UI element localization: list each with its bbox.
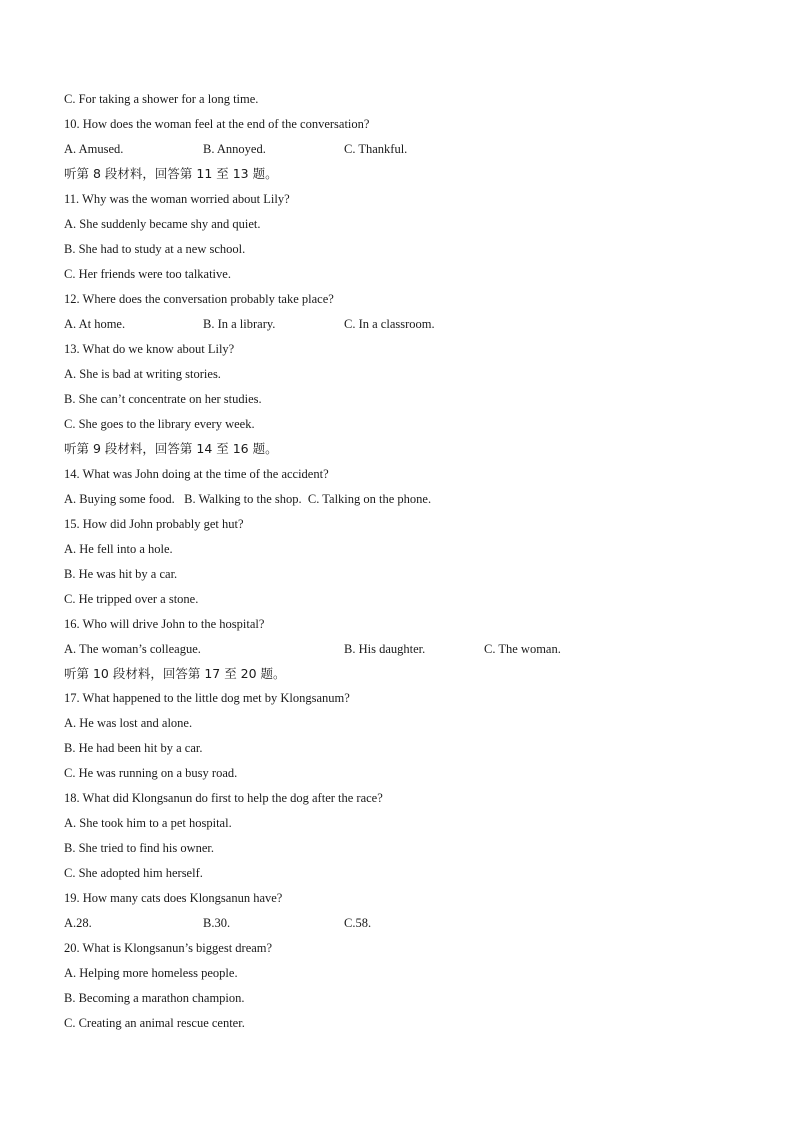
question-17: 17. What happened to the little dog met by Klongsanum? xyxy=(64,691,350,705)
question-12: 12. Where does the conversation probably take place? xyxy=(64,292,334,306)
q17-option-c: C. He was running on a busy road. xyxy=(64,766,238,780)
q17-option-b: B. He had been hit by a car. xyxy=(64,741,203,755)
q11-option-c: C. Her friends were too talkative. xyxy=(64,267,231,281)
q10-option-b: B. Annoyed. xyxy=(203,142,266,156)
q16-option-b: B. His daughter. xyxy=(344,642,426,656)
q11-option-a: A. She suddenly became shy and quiet. xyxy=(64,217,261,231)
q9-option-c: C. For taking a shower for a long time. xyxy=(64,92,259,106)
question-19: 19. How many cats does Klongsanun have? xyxy=(64,891,283,905)
q15-option-a: A. He fell into a hole. xyxy=(64,542,173,556)
q11-option-b: B. She had to study at a new school. xyxy=(64,242,246,256)
question-16: 16. Who will drive John to the hospital? xyxy=(64,617,265,631)
section-header-10: 听第 10 段材料，回答第 17 至 20 题。 xyxy=(64,666,286,681)
section-header-8: 听第 8 段材料，回答第 11 至 13 题。 xyxy=(64,166,278,181)
question-14: 14. What was John doing at the time of the accident? xyxy=(64,467,329,481)
q13-option-a: A. She is bad at writing stories. xyxy=(64,367,221,381)
q20-option-a: A. Helping more homeless people. xyxy=(64,966,238,980)
q13-option-b: B. She can’t concentrate on her studies. xyxy=(64,392,262,406)
q19-option-c: C.58. xyxy=(344,916,372,930)
q16-option-a: A. The woman’s colleague. xyxy=(64,642,201,656)
question-11: 11. Why was the woman worried about Lily? xyxy=(64,192,290,206)
q20-option-c: C. Creating an animal rescue center. xyxy=(64,1016,245,1030)
q19-option-b: B.30. xyxy=(203,916,231,930)
section-header-9: 听第 9 段材料，回答第 14 至 16 题。 xyxy=(64,441,278,456)
q19-option-a: A.28. xyxy=(64,916,92,930)
q18-option-c: C. She adopted him herself. xyxy=(64,866,203,880)
q13-option-c: C. She goes to the library every week. xyxy=(64,417,255,431)
q10-option-a: A. Amused. xyxy=(64,142,124,156)
q10-option-c: C. Thankful. xyxy=(344,142,408,156)
q18-option-b: B. She tried to find his owner. xyxy=(64,841,214,855)
q12-option-c: C. In a classroom. xyxy=(344,317,435,331)
q16-option-c: C. The woman. xyxy=(484,642,561,656)
q14-options: A. Buying some food. B. Walking to the shop. C. Talking on the phone. xyxy=(64,492,432,506)
q20-option-b: B. Becoming a marathon champion. xyxy=(64,991,245,1005)
q17-option-a: A. He was lost and alone. xyxy=(64,716,193,730)
q12-option-b: B. In a library. xyxy=(203,317,276,331)
q12-option-a: A. At home. xyxy=(64,317,126,331)
q15-option-b: B. He was hit by a car. xyxy=(64,567,178,581)
q18-option-a: A. She took him to a pet hospital. xyxy=(64,816,232,830)
question-20: 20. What is Klongsanun’s biggest dream? xyxy=(64,941,273,955)
question-18: 18. What did Klongsanun do first to help the dog after the race? xyxy=(64,791,383,805)
question-10: 10. How does the woman feel at the end of the conversation? xyxy=(64,117,370,131)
q15-option-c: C. He tripped over a stone. xyxy=(64,592,199,606)
question-13: 13. What do we know about Lily? xyxy=(64,342,235,356)
question-15: 15. How did John probably get hut? xyxy=(64,517,244,531)
